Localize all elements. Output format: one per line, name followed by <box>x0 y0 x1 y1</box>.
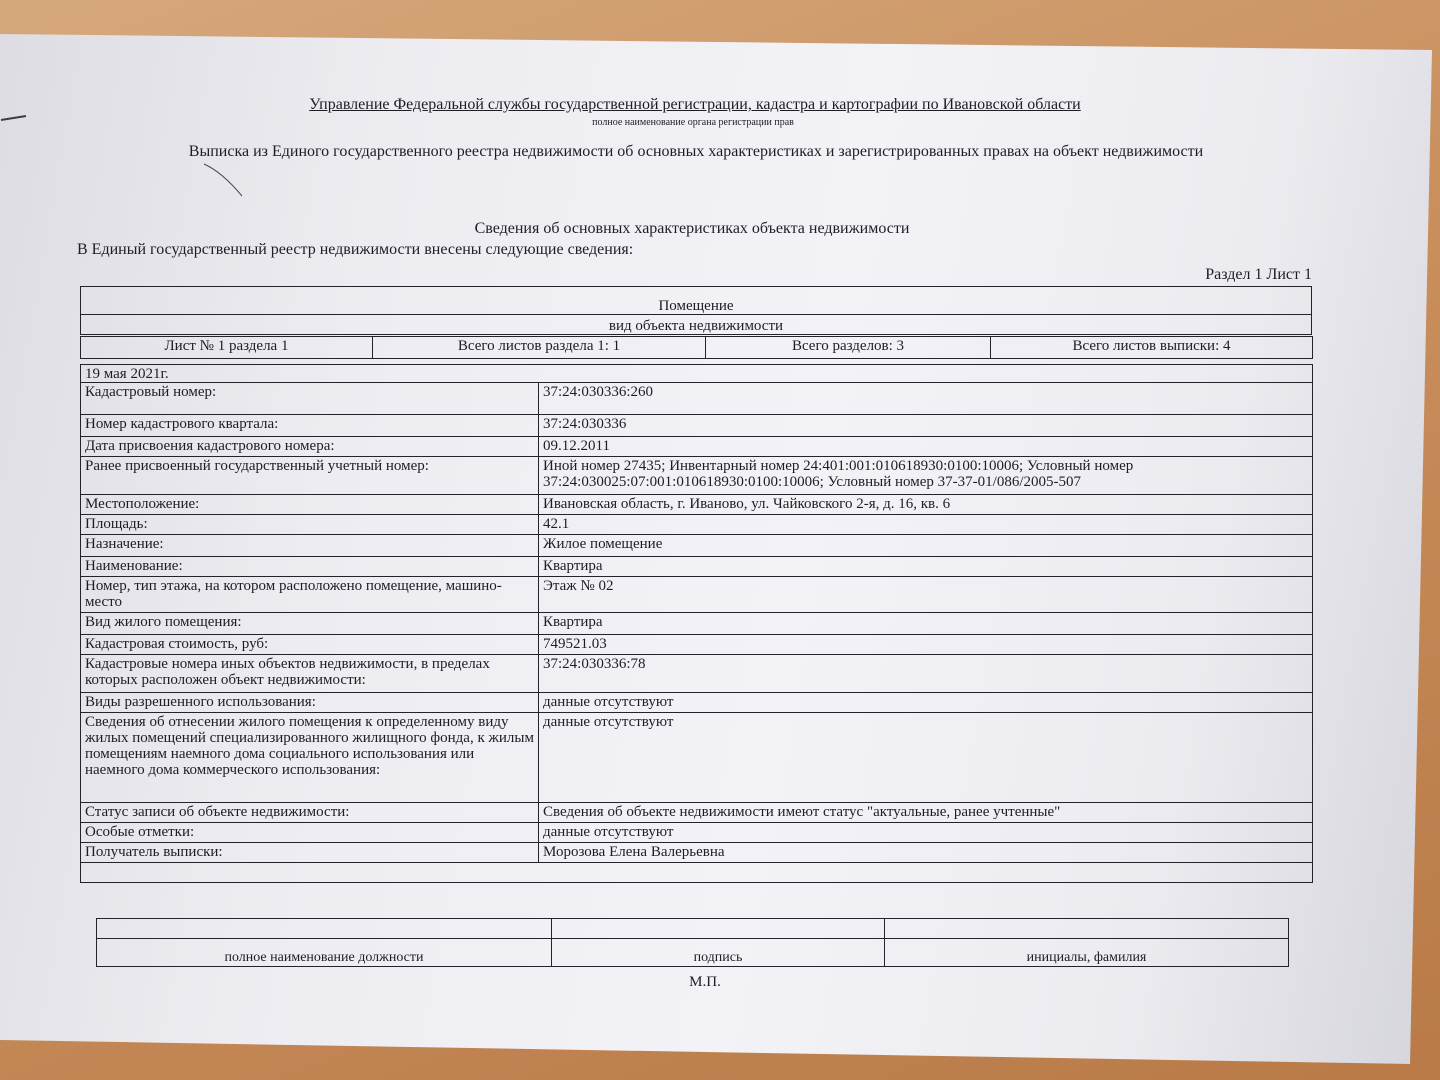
row-label: Ранее присвоенный государственный учетный номер: <box>81 457 539 495</box>
table-row <box>81 693 1313 713</box>
sheet-info-table <box>80 336 1313 359</box>
signature-table <box>96 918 1289 967</box>
object-type-row <box>81 287 1312 315</box>
table-row <box>81 457 1313 495</box>
row-label: Кадастровый номер: <box>81 383 539 415</box>
row-label: Местоположение: <box>81 495 539 515</box>
object-type-table <box>80 286 1312 335</box>
signature-caption: подпись <box>552 939 885 967</box>
row-value: данные отсутствуют <box>539 713 1313 803</box>
sections-total: Всего разделов: 3 <box>706 337 991 359</box>
row-value: Сведения об объекте недвижимости имеют статус "актуальные, ранее учтенные" <box>539 803 1313 823</box>
row-value: 749521.03 <box>539 635 1313 655</box>
row-label: Площадь: <box>81 515 539 535</box>
characteristics-table <box>80 364 1313 883</box>
row-value: Этаж № 02 <box>539 577 1313 613</box>
pen-stroke-mark <box>200 160 250 200</box>
name-caption: инициалы, фамилия <box>885 939 1289 967</box>
row-value: Жилое помещение <box>539 535 1313 557</box>
table-row <box>81 613 1313 635</box>
table-row <box>81 515 1313 535</box>
row-label: Вид жилого помещения: <box>81 613 539 635</box>
table-row <box>81 437 1313 457</box>
sheet-info-row <box>81 337 1313 359</box>
table-row <box>81 415 1313 437</box>
row-label: Наименование: <box>81 557 539 577</box>
table-row <box>81 713 1313 803</box>
name-field <box>885 919 1289 939</box>
table-row <box>81 557 1313 577</box>
row-label: Сведения об отнесении жилого помещения к определенному виду жилых помещений специализированного жилищного фонда, к жилым помещениям наемного дома социального использования или наемного дома коммерческого использования: <box>81 713 539 803</box>
section-title: Сведения об основных характеристиках объекта недвижимости <box>474 220 910 237</box>
stamp-place: М.П. <box>689 974 721 990</box>
row-label: Дата присвоения кадастрового номера: <box>81 437 539 457</box>
section-sheet-label: Раздел 1 Лист 1 <box>1205 266 1312 283</box>
row-value: Квартира <box>539 557 1313 577</box>
section-sheets-total: Всего листов раздела 1: 1 <box>373 337 706 359</box>
document-title: Выписка из Единого государственного реестра недвижимости об основных характеристиках и зарегистрированных правах на объект недвижимости <box>188 143 1204 160</box>
signature-field <box>552 919 885 939</box>
row-value: 09.12.2011 <box>539 437 1313 457</box>
table-row <box>81 495 1313 515</box>
extract-date: 19 мая 2021г. <box>81 365 1313 383</box>
table-row <box>81 535 1313 557</box>
row-value: данные отсутствуют <box>539 693 1313 713</box>
row-value: 37:24:030336:78 <box>539 655 1313 693</box>
table-row <box>81 635 1313 655</box>
row-value: 37:24:030336:260 <box>539 383 1313 415</box>
row-label: Получатель выписки: <box>81 843 539 863</box>
row-label: Виды разрешенного использования: <box>81 693 539 713</box>
object-type-caption-row <box>81 315 1312 335</box>
table-row <box>81 823 1313 843</box>
date-row <box>81 365 1313 383</box>
table-row <box>81 843 1313 863</box>
table-row <box>81 803 1313 823</box>
extract-sheets-total: Всего листов выписки: 4 <box>991 337 1313 359</box>
row-label: Кадастровые номера иных объектов недвижимости, в пределах которых расположен объект недвижимости: <box>81 655 539 693</box>
intro-text: В Единый государственный реестр недвижимости внесены следующие сведения: <box>77 241 634 258</box>
position-caption: полное наименование должности <box>97 939 552 967</box>
object-type: Помещение <box>81 287 1312 315</box>
row-value: Иной номер 27435; Инвентарный номер 24:401:001:010618930:0100:10006; Условный номер 37:24:030025:07:001:010618930:0100:10006; Условный номер 37-37-01/086/2005-507 <box>539 457 1313 495</box>
row-label: Статус записи об объекте недвижимости: <box>81 803 539 823</box>
signature-blank-row <box>97 919 1289 939</box>
object-type-caption: вид объекта недвижимости <box>81 315 1312 335</box>
sheet-number: Лист № 1 раздела 1 <box>81 337 373 359</box>
signature-caption-row <box>97 939 1289 967</box>
row-label: Номер, тип этажа, на котором расположено помещение, машино-место <box>81 577 539 613</box>
row-label: Кадастровая стоимость, руб: <box>81 635 539 655</box>
table-row <box>81 383 1313 415</box>
row-label: Назначение: <box>81 535 539 557</box>
table-row <box>81 577 1313 613</box>
row-value: Ивановская область, г. Иваново, ул. Чайковского 2-я, д. 16, кв. 6 <box>539 495 1313 515</box>
authority-caption: полное наименование органа регистрации прав <box>592 117 794 128</box>
table-row <box>81 655 1313 693</box>
position-field <box>97 919 552 939</box>
registration-authority: Управление Федеральной службы государственной регистрации, кадастра и картографии по Ивановской области <box>309 96 1081 113</box>
blank-row <box>81 863 1313 883</box>
row-label: Номер кадастрового квартала: <box>81 415 539 437</box>
row-value: Морозова Елена Валерьевна <box>539 843 1313 863</box>
row-value: 37:24:030336 <box>539 415 1313 437</box>
row-value: Квартира <box>539 613 1313 635</box>
row-value: 42.1 <box>539 515 1313 535</box>
row-value: данные отсутствуют <box>539 823 1313 843</box>
row-label: Особые отметки: <box>81 823 539 843</box>
blank-cell <box>81 863 1313 883</box>
